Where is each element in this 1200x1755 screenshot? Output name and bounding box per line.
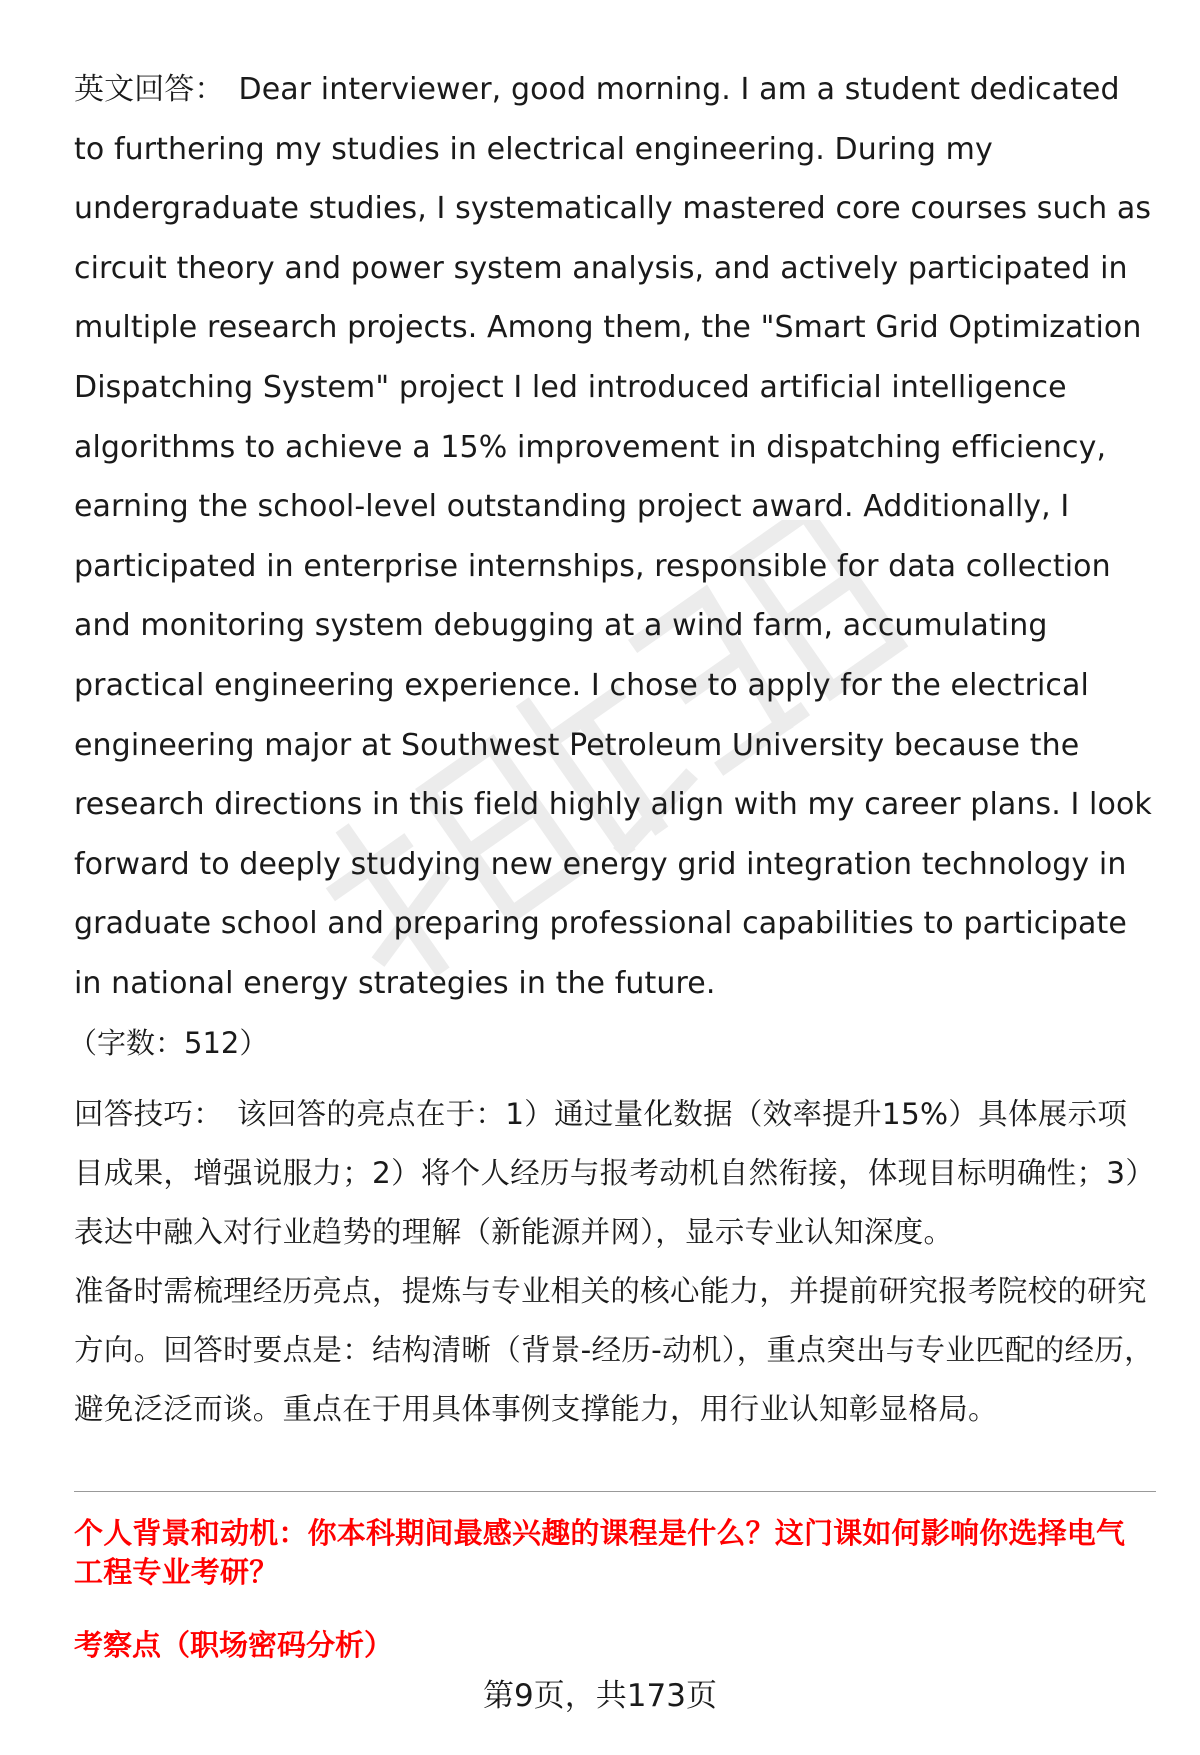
page-footer: 第9页，共173页 bbox=[483, 1678, 717, 1714]
prep-paragraph: 准备时需梳理经历亮点，提炼与专业相关的核心能力，并提前研究报考院校的研究方向。回答时要点是：结构清晰（背景-经历-动机），重点突出与专业匹配的经历，避免泛泛而谈。重点在于用具体事例支撑能力，用行业认知彰显格局。 bbox=[74, 1273, 1154, 1426]
section-divider bbox=[74, 1491, 1156, 1492]
next-question-heading: 个人背景和动机：你本科期间最感兴趣的课程是什么？这门课如何影响你选择电气工程专业考研？ bbox=[74, 1515, 1126, 1589]
section-heading: 考察点（职场密码分析） bbox=[74, 1627, 394, 1662]
word-count: （字数：512） bbox=[68, 1025, 269, 1060]
tips-label: 回答技巧： bbox=[74, 1096, 224, 1131]
tips-text: 该回答的亮点在于：1）通过量化数据（效率提升15%）具体展示项目成果，增强说服力；2）将个人经历与报考动机自然衔接，体现目标明确性；3）表达中融入对行业趋势的理解（新能源并网），显示专业认知深度。 bbox=[74, 1096, 1141, 1249]
answer-label: 英文回答： bbox=[74, 72, 225, 107]
tips-section bbox=[74, 1085, 1154, 1439]
answer-paragraph bbox=[74, 60, 1154, 1014]
tips-paragraph bbox=[74, 1085, 1154, 1262]
answer-text: Dear interviewer, good morning. I am a student dedicated to furthering my studies in electrical engineering. During my undergraduate studies, I systematically mastered core courses such as circuit theory and power system analysis, and actively participated in multiple research projects. Among them, the "Smart Grid Optimization Dispatching System" project I led introduced artificial intelligence algorithms to achieve a 15% improvement in dispatching efficiency, earning the school-level outstanding project award. Additionally, I participated in enterprise internships, responsible for data collection and monitoring system debugging at a wind farm, accumulating practical engineering experience. I chose to apply for the electrical engineering major at Southwest Petroleum University because the research directions in this field highly align with my career plans. I look forward to deeply studying new energy grid integration technology in graduate school and preparing professional capabilities to participate in national energy strategies in the future. bbox=[74, 72, 1152, 1001]
page-content bbox=[68, 60, 1154, 1665]
